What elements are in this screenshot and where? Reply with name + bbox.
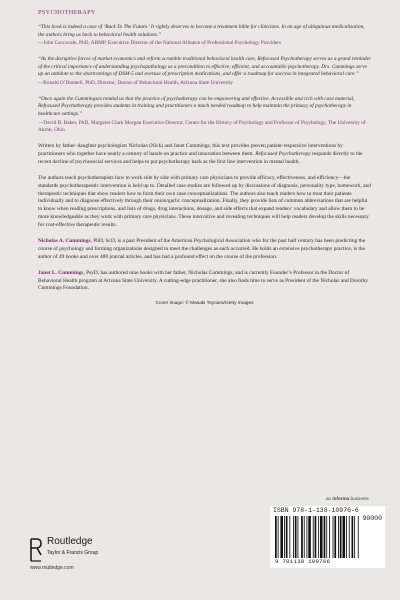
author-bio-2 — [38, 270, 371, 294]
price-code: 90000 — [362, 515, 382, 522]
author-name: Nicholas A. Cummings — [38, 237, 91, 244]
publisher-website: www.routledge.com — [30, 565, 74, 571]
isbn-number: ISBN 978-1-138-10976-6 — [273, 507, 359, 514]
description-paragraph-1 — [38, 143, 371, 167]
informa-prefix: an — [326, 496, 333, 501]
routledge-r-icon — [30, 538, 42, 562]
endorsement-text: “This book is indeed a case of ‘Back To The Future.’ It rightly deserves to become a treatment bible for clinicians. In an age of ubiquitous medicalization, the authors bring us back to behavioral health solutions.” — [38, 24, 365, 38]
endorsement-2 — [38, 56, 371, 88]
author-bio-1 — [38, 238, 371, 262]
endorsement-attribution: —David B. Baker, PhD, Margaret Clark Morgan Executive Director, Center for the History of Psychology and Professor of Psychology, The University of Akron, Ohio — [38, 119, 366, 134]
endorsement-1 — [38, 24, 371, 48]
cover-image-credit: Cover image: © Masaki Toyoura/Getty Images — [155, 301, 254, 307]
author-bio-text: , PhD, ScD, is a past President of the American Psychological Association who for the past half century has been predicting the course of psychology and forming organizations designed to meet the challenges as each occurred. He holds an extensive psychotherapy practice, is the author of 49 books and over 400 journal articles, and has had a profound effect on the course of the profession. — [38, 237, 366, 260]
barcode-digits: 9 781138 109766 — [275, 558, 331, 565]
informa-name: informa — [332, 496, 350, 501]
endorsement-attribution: —John Caccavale, PhD, ABMP, Executive Director of the National Alliance of Professional Psychology Providers — [38, 40, 282, 47]
book-title-inline: Refocused Psychotherapy — [255, 150, 311, 157]
author-name: Janet L. Cummings — [38, 269, 84, 276]
endorsement-3 — [38, 96, 371, 135]
author-bio-text: , PsyD, has authored nine books with her father, Nicholas Cummings, and is currently Founder’s Professor in the Doctor of Behavioral Health program at Arizona State University. A cutting-edge practitioner, she also finds time to serve as President of the Nicholas and Dorothy Cummings Foundation. — [38, 269, 368, 292]
description-text: responds directly to the recent decline of psychosocial services and helps to put psychotherapy back as the first line intervention in mental health. — [38, 150, 363, 165]
barcode-icon — [275, 516, 380, 558]
informa-suffix: business — [349, 496, 369, 501]
informa-business-label — [326, 496, 369, 501]
isbn-barcode — [270, 506, 385, 568]
publisher-subtitle: Taylor & Francis Group — [47, 550, 99, 556]
publisher-name: Routledge — [47, 536, 93, 547]
endorsement-text: “Once again the Cummingses remind us that the practice of psychotherapy can be empowering and effective. Accessible and rich with case material, Refocused Psychotherapy provides students in training and practitioners a much needed roadmap to help maintain the primacy of psychotherapy in healthcare settings.” — [38, 95, 355, 118]
description-paragraph-2: The authors teach psychotherapists how to work side by side with primary care physicians to provide efficacy, effectiveness, and efficiency—the standards psychotherapeutic intervention is held up to. Detailed case studies are followed up by discussions of diagnosis, personality type, homework, and therapeutic techniques that show readers how to form their own case conceptualizations. The authors also teach readers how to treat their patients individually and to diagnose effectively through their onion/garlic conceptualization. Finally, they provide lists of common abbreviations that are helpful to know when reading prescriptions, and lists of drugs, drug interactions, dosage, and side effects that expand readers’ vocabulary and allow them to be more knowledgeable as they work with primary care physicians. These innovative and revealing techniques will help readers develop the skills necessary for cost-effective therapeutic results. — [38, 174, 371, 229]
endorsement-attribution: —Ronald O’Donnell, PhD, Director, Doctor of Behavioral Health, Arizona State University — [38, 80, 233, 87]
endorsement-text: “As the disruptive forces of market economics and reform scramble traditional behavioral health care, Refocused Psychotherapy serves as a grand reminder of the critical importance of understanding psychopathology as a precondition to effective, efficient, and accountable psychotherapy. Drs. Cummings serve up an antidote to the shortcomings of DSM-5 and overuse of prescription medications, and offer a roadmap for success in integrated behavioral care.” — [38, 56, 372, 78]
description-text: Written by father–daughter psychologists Nicholas (Nick) and Janet Cummings, this text provides proven patient-responsive interventions by practitioners who together have nearly a century of hands-on practice and innovation between them. — [38, 143, 343, 157]
category-label: PSYCHOTHERAPY — [38, 9, 96, 16]
